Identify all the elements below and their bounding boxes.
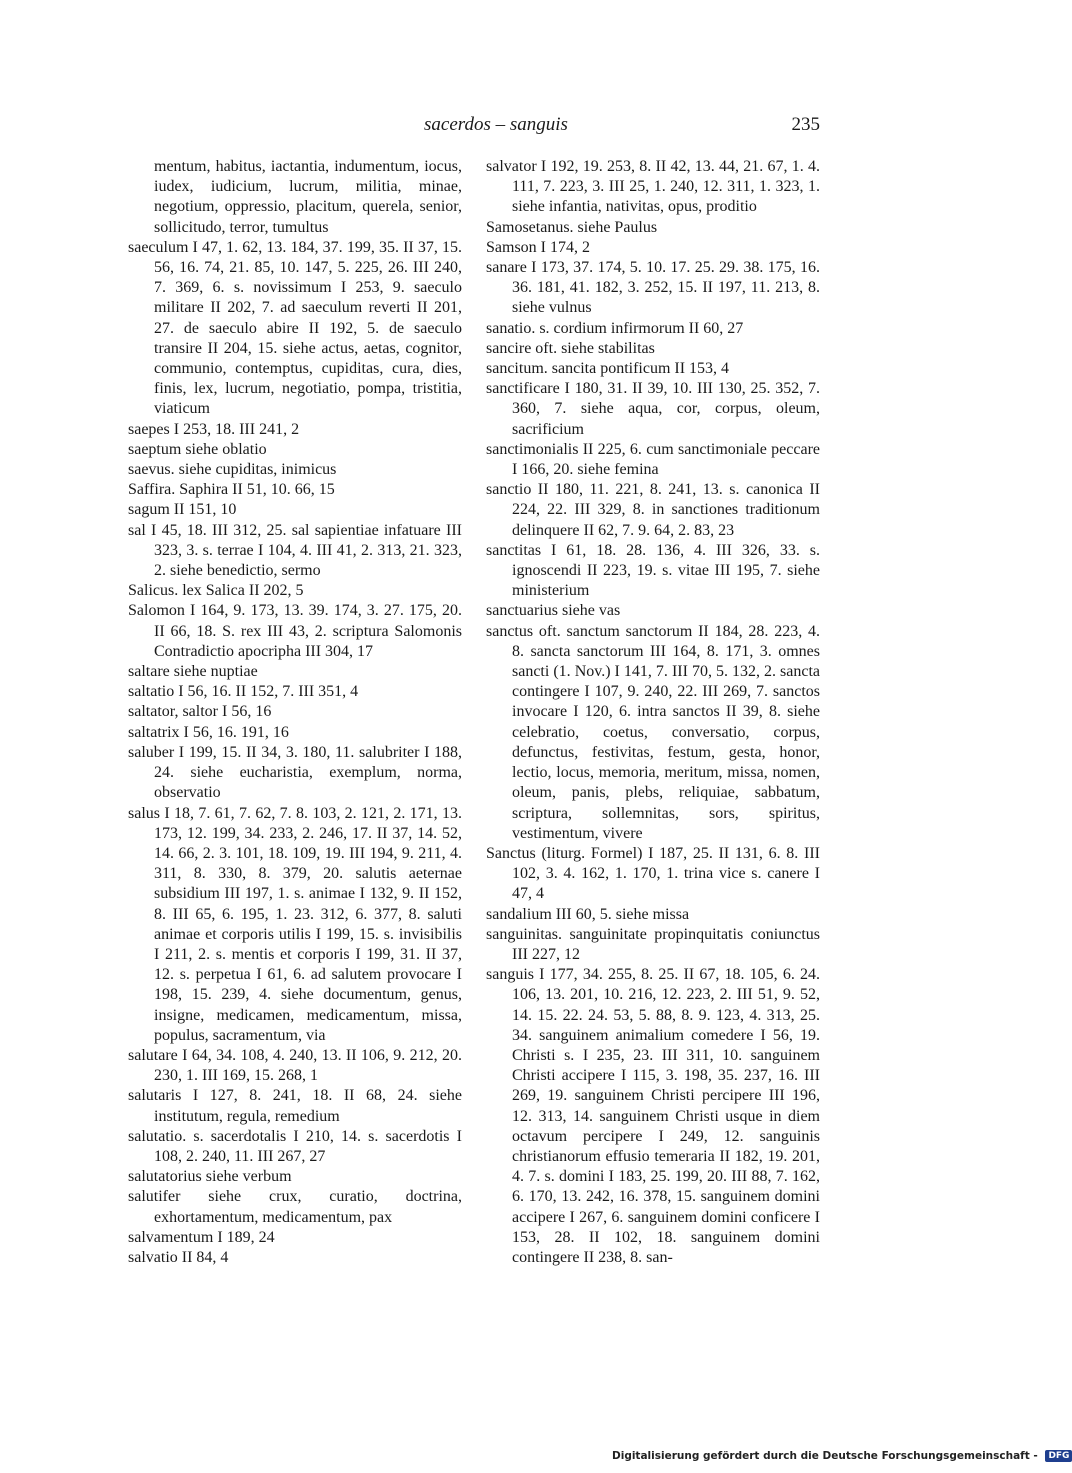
index-entry: sanctimonialis II 225, 6. cum sanctimoniale peccare I 166, 20. siehe femina (486, 440, 820, 479)
index-entry: sagum II 151, 10 (128, 501, 237, 519)
index-entry: salutifer siehe crux, curatio, doctrina, exhortamentum, medicamentum, pax (128, 1188, 462, 1226)
index-entry: sal I 45, 18. III 312, 25. sal sapientiae infatuare III 323, 3. s. terrae I 104, 4. III 41, 2. 313, 21. 323, 2. siehe benedictio, sermo (128, 521, 462, 580)
index-entry: saepes I 253, 18. III 241, 2 (128, 420, 300, 438)
index-entry: sanctitas I 61, 18. 28. 136, 4. III 326, 33. s. ignoscendi II 223, 19. s. vitae III 195, 7. siehe ministerium (486, 541, 820, 600)
index-entry: salutatorius siehe verbum (128, 1168, 292, 1186)
index-entry: sanguinitas. sanguinitate propinquitatis coniunctus III 227, 12 (486, 925, 820, 963)
index-column-left (128, 157, 462, 1268)
index-entry: salutaris I 127, 8. 241, 18. II 68, 24. siehe institutum, regula, remedium (128, 1087, 462, 1125)
index-entry: Saffira. Saphira II 51, 10. 66, 15 (128, 481, 335, 499)
index-entry: saltatrix I 56, 16. 191, 16 (128, 723, 289, 741)
running-title: sacerdos – sanguis (424, 114, 568, 135)
index-entry: salvator I 192, 19. 253, 8. II 42, 13. 44, 21. 67, 1. 4. 111, 7. 223, 3. III 25, 1. 240, 12. 311, 1. 323, 1. siehe infantia, nativitas, opus, proditio (486, 158, 820, 216)
index-entry: saltator, saltor I 56, 16 (128, 703, 272, 721)
index-entry: salvamentum I 189, 24 (128, 1228, 275, 1246)
index-entry: saeptum siehe oblatio (128, 440, 267, 458)
index-entry: sanctio II 180, 11. 221, 8. 241, 13. s. canonica II 224, 22. III 329, 8. in sanctiones traditionum delinquere II 62, 7. 9. 64, 2. 83, 23 (486, 481, 820, 539)
running-head (128, 114, 820, 140)
footer-credit (612, 1450, 1070, 1466)
footer-text: Digitalisierung gefördert durch die Deutsche Forschungsgemeinschaft - (612, 1450, 1038, 1462)
index-entry: saluber I 199, 15. II 34, 3. 180, 11. salubriter I 188, 24. siehe eucharistia, exemplum, norma, observatio (128, 743, 462, 802)
index-entry: saeculum I 47, 1. 62, 13. 184, 37. 199, 35. II 37, 15. 56, 16. 74, 21. 85, 10. 147, 5. 225, 26. III 240, 7. 369, 6. s. novissimum I 253, 9. saeculo militare II 202, 7. ad saeculum reverti II 201, 27. de saeculo abire II 192, 5. de saeculo transire II 204, 15. siehe actus, aetas, cognitor, communio, contemptus, cupiditas, cura, dies, finis, lex, lucrum, negotiatio, pompa, tristitia, viaticum (128, 238, 462, 418)
index-entry: saltare siehe nuptiae (128, 663, 258, 681)
index-entry: Samson I 174, 2 (486, 238, 590, 256)
index-entry: sancire oft. siehe stabilitas (486, 339, 655, 357)
index-entry: salvatio II 84, 4 (128, 1248, 229, 1266)
index-column-right (486, 157, 820, 1268)
index-entry: Salicus. lex Salica II 202, 5 (128, 582, 304, 600)
index-entry: Salomon I 164, 9. 173, 13. 39. 174, 3. 27. 175, 20. II 66, 18. S. rex III 43, 2. scriptura Salomonis Contradictio apocripha III 304, 17 (128, 602, 462, 660)
index-entry: saevus. siehe cupiditas, inimicus (128, 461, 337, 479)
index-entry: sanatio. s. cordium infirmorum II 60, 27 (486, 319, 744, 337)
page-number: 235 (791, 114, 820, 135)
index-entry: sanctificare I 180, 31. II 39, 10. III 130, 25. 352, 7. 360, 7. siehe aqua, cor, corpus, oleum, sacrificium (486, 380, 820, 438)
index-entry: sanctus oft. sanctum sanctorum II 184, 28. 223, 4. 8. sancta sanctorum III 164, 8. 171, 3. omnes sancti (1. Nov.) I 141, 7. III 70, 5. 132, 2. sancta contingere I 107, 9. 240, 22. III 269, 7. sanctos invocare I 120, 6. intra sanctos II 39, 8. siehe celebratio, coetus, conversatio, corpus, defunctus, festivitas, festum, gesta, honor, lectio, locus, memoria, meritum, missa, nomen, oleum, panis, plebs, reliquiae, sabbatum, scriptura, sollemnitas, sors, spiritus, vestimentum, vivere (486, 622, 820, 842)
index-entry: saltatio I 56, 16. II 152, 7. III 351, 4 (128, 683, 359, 701)
index-entry: salutatio. s. sacerdotalis I 210, 14. s. sacerdotis I 108, 2. 240, 11. III 267, 27 (128, 1127, 462, 1165)
index-entry: sanctuarius siehe vas (486, 602, 621, 620)
index-entry: salus I 18, 7. 61, 7. 62, 7. 8. 103, 2. 121, 2. 171, 13. 173, 12. 199, 34. 233, 2. 246, 17. II 37, 14. 52, 14. 66, 2. 3. 101, 18. 109, 19. III 194, 9. 211, 4. 311, 8. 330, 8. 379, 20. salutis aeternae subsidium III 197, 1. s. animae I 132, 9. II 152, 8. III 65, 6. 195, 1. 23. 312, 6. 377, 8. saluti animae et corporis utilis I 199, 15. s. invisibilis I 211, 2. s. mentis et corporis I 199, 31. II 37, 12. s. perpetua I 61, 6. ad salutem provocare I 198, 15. 239, 4. siehe documentum, genus, insigne, medicamen, medicamentum, missa, populus, sacramentum, via (128, 804, 462, 1044)
index-entry: sancitum. sancita pontificum II 153, 4 (486, 360, 730, 378)
index-entry: Sanctus (liturg. Formel) I 187, 25. II 131, 6. 8. III 102, 3. 4. 162, 1. 170, 1. trina vice s. canere I 47, 4 (486, 844, 820, 903)
index-entry: Samosetanus. siehe Paulus (486, 218, 658, 236)
index-entry: salutare I 64, 34. 108, 4. 240, 13. II 106, 9. 212, 20. 230, 1. III 169, 15. 268, 1 (128, 1046, 462, 1085)
index-entry: sandalium III 60, 5. siehe missa (486, 905, 690, 923)
dfg-logo: DFG (1045, 1450, 1072, 1462)
index-entry: mentum, habitus, iactantia, indumentum, iocus, iudex, iudicium, lucrum, militia, minae, negotium, oppressio, placitum, querela, senior, sollicitudo, terror, tumultus (154, 158, 462, 236)
index-entry: sanare I 173, 37. 174, 5. 10. 17. 25. 29. 38. 175, 16. 36. 181, 41. 182, 3. 252, 15. II 197, 11. 213, 8. siehe vulnus (486, 259, 820, 317)
index-entry: sanguis I 177, 34. 255, 8. 25. II 67, 18. 105, 6. 24. 106, 13. 201, 10. 216, 12. 223, 2. III 51, 9. 52, 14. 15. 22. 24. 53, 5. 88, 8. 9. 123, 4. 313, 25. 34. sanguinem animalium comedere I 56, 19. Christi s. I 235, 23. III 311, 10. sanguinem Christi accipere I 115, 3. 198, 35. 237, 16. III 269, 19. sanguinem Christi percipere III 196, 12. 313, 14. sanguinem Christi usque in diem octavum percipere I 249, 12. sanguinis christianorum effusio temeraria II 182, 19. 201, 4. 7. s. domini I 183, 25. 199, 20. III 88, 7. 162, 6. 170, 13. 242, 16. 378, 15. sanguinem domini accipere I 267, 6. sanguinem domini conficere I 153, 28. II 102, 18. sanguinem domini contingere II 238, 8. san- (486, 966, 820, 1266)
